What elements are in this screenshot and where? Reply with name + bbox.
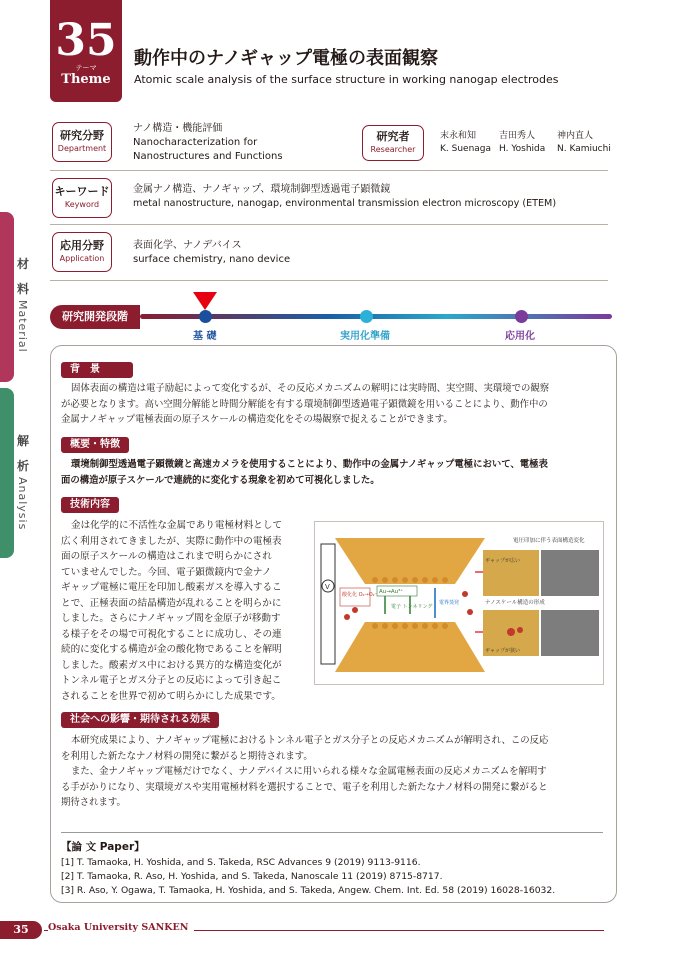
figure-label-top: 電圧印加に伴う表面構造変化 [513, 538, 585, 544]
stage-dot-basic [199, 310, 212, 323]
theme-number: 35 [55, 15, 117, 66]
paper-ref-2: [2] T. Tamaoka, R. Aso, H. Yoshida, and S. Takeda, Nanoscale 11 (2019) 8715-8717. [61, 871, 443, 882]
stage-dot-application [515, 310, 528, 323]
page-number: 35 [0, 921, 42, 939]
background-heading: 背 景 [61, 362, 133, 378]
researcher-name-2: 吉田秀人 H. Yoshida [499, 131, 546, 154]
field-label: 研究分野 Department [52, 122, 112, 162]
figure-label-small-gap: ギャップが狭い [485, 648, 521, 654]
footer-org: Osaka University SANKEN [48, 922, 194, 933]
stage-name-basic: 基 礎 [193, 331, 217, 342]
figure-label-large-gap: ギャップが広い [485, 558, 521, 564]
nanogap-illustration [315, 522, 605, 686]
overview-heading: 概要・特徴 [61, 437, 129, 453]
paper-ref-1: [1] T. Tamaoka, H. Yoshida, and S. Takeda, RSC Advances 9 (2019) 9113-9116. [61, 857, 421, 868]
figure-label-nano: ナノスケール構造の形成 [485, 600, 545, 606]
keyword-label: キーワード Keyword [52, 178, 112, 218]
impact-text: 本研究成果により、ナノギャップ電極におけるトンネル電子とガス分子との反応メカニズムが解明され、この反応 を利用した新たなナノ材料の開発に繋がると期待されます。 また、金ナノギャップ電極だけでなく、ナノデバイスに用いられる様々な金属電極表面の反応メカニズムを解明す る手がかりになり、実環境ガスや実用電極材料を選択することで、電子を利用した新たなナノ材料の開発に繋がると 期待されます。 [61, 735, 549, 808]
technology-heading: 技術内容 [61, 497, 119, 513]
application-label: 応用分野 Application [52, 232, 112, 272]
stage-name-preparation: 実用化準備 [340, 331, 390, 342]
stage-name-application: 応用化 [505, 331, 535, 342]
nanogap-figure [314, 521, 604, 685]
technology-text: 金は化学的に不活性な金属であり電極材料として 広く利用されてきましたが、実際に動作中の電極表 面の原子スケールの構造はこれまで明らかにされ ていませんでした。今回、電子顕微鏡内で金ナノ ギャップ電極に電圧を印加し酸素ガスを導入するこ とで、正極表面の結晶構造が乱れることを明らかに しました。さらにナノギャップ間を金原子が移動す る様子をその場で可視化することに成功し、その連 続的に変化する構造が金の酸化物であることを解明 しました。酸素ガス中における異方的な構造変化が トンネル電子とガス分子との反応によって引き起こ されることを世界で初めて明らかにした成果です。 [61, 520, 283, 702]
theme-label-jp: テーマ [75, 64, 97, 72]
material-label: Material [16, 300, 29, 353]
page-title: 動作中のナノギャップ電極の表面観察 [134, 48, 439, 69]
analysis-side-tab [0, 388, 14, 558]
divider [50, 170, 608, 171]
researcher-name-3: 神内直人 N. Kamiuchi [557, 131, 611, 154]
theme-badge [50, 0, 122, 102]
material-kanji-2: 料 [17, 282, 30, 296]
paper-divider [61, 832, 603, 833]
material-kanji-1: 材 [17, 257, 30, 271]
stage-label: 研究開発段階 [50, 305, 140, 329]
researcher-name-1: 末永和知 K. Suenaga [440, 131, 492, 154]
figure-label-o2: 酸化化 O₂→O₂⁻ [342, 592, 378, 598]
field-value: ナノ構造・機能評価 Nanocharacterization for Nanostructures and Functions [133, 123, 283, 162]
stage-dot-preparation [360, 310, 373, 323]
overview-text: 環境制御型透過電子顕微鏡と高速カメラを使用することにより、動作中の金属ナノギャップ電極において、電極表 面の構造が原子スケールで連続的に変化する現象を初めて可視化しました。 [61, 459, 548, 486]
application-value: 表面化学、ナノデバイス surface chemistry, nano device [133, 240, 291, 265]
svg-text:V: V [325, 583, 330, 591]
researcher-label: 研究者 Researcher [362, 125, 424, 161]
figure-label-field: 電界蒸発 [439, 600, 460, 606]
page-subtitle: Atomic scale analysis of the surface structure in working nanogap electrodes [134, 73, 559, 86]
divider [50, 280, 608, 281]
keyword-value: 金属ナノ構造、ナノギャップ、環境制御型透過電子顕微鏡 metal nanostructure, nanogap, environmental transmission electron microscopy (ETEM) [133, 184, 557, 209]
current-stage-marker-icon [193, 292, 217, 310]
paper-ref-3: [3] R. Aso, Y. Ogawa, T. Tamaoka, H. Yoshida, and S. Takeda, Angew. Chem. Int. Ed. 58 (2019) 16028-16032. [61, 885, 556, 896]
background-text: 固体表面の構造は電子励起によって変化するが、その反応メカニズムの解明には実時間、実空間、実環境での観察 が必要となります。高い空間分解能と時間分解能を有する環境制御型透過電子顕微鏡を用いることにより、動作中の 金属ナノギャップ電極表面の原子スケールの構造変化をその場観察で捉えることができます。 [61, 383, 550, 425]
figure-label-tunnel: 電子 トンネリング [391, 604, 433, 610]
theme-label-en: Theme [61, 72, 111, 87]
analysis-label: Analysis [16, 477, 29, 531]
paper-heading: 【論 文 Paper】 [61, 841, 145, 853]
analysis-kanji-1: 解 [17, 434, 30, 448]
divider [50, 224, 608, 225]
analysis-kanji-2: 析 [17, 459, 30, 473]
impact-heading: 社会への影響・期待される効果 [61, 712, 219, 728]
material-side-tab [0, 212, 14, 382]
figure-label-au: Au→Au³⁺ [379, 589, 404, 595]
